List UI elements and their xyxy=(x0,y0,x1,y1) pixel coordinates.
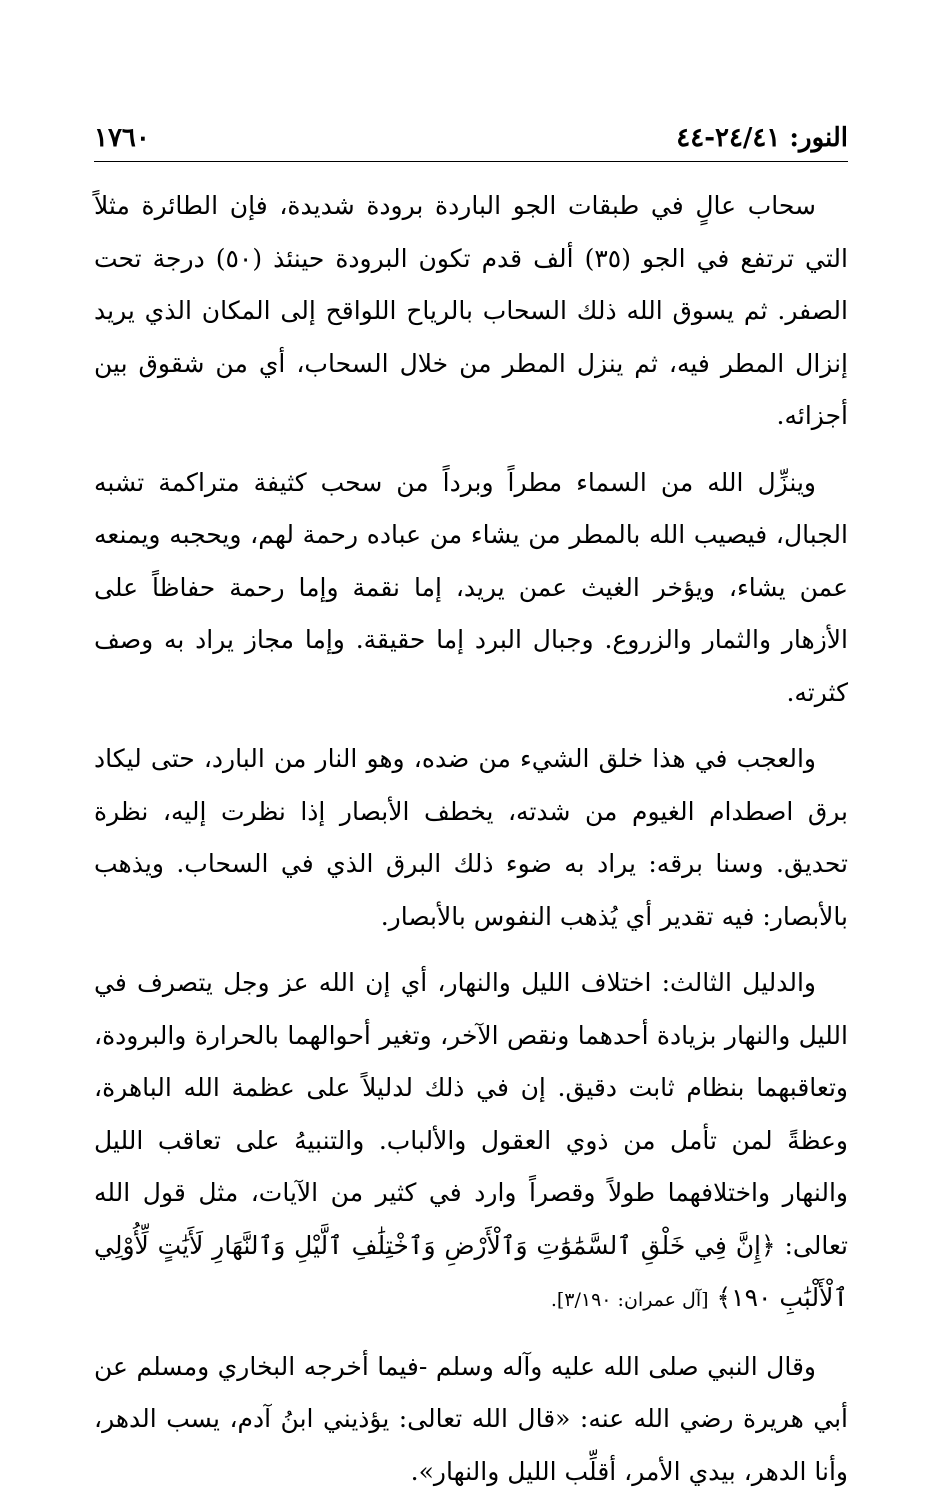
paragraph-text: وقال النبي صلى الله عليه وآله وسلم -فيما أخرجه البخاري ومسلم عن أبي هريرة رضي الله عنه: «قال الله تعالى: يؤذيني ابنُ آدم، يسب الدهر، وأنا الدهر، بيدي الأمر، أقلِّب الليل والنهار». xyxy=(94,1351,848,1486)
paragraph-3 xyxy=(94,733,848,943)
paragraph-1 xyxy=(94,180,848,443)
verse-reference: [آل عمران: ٣/١٩٠]. xyxy=(550,1289,709,1311)
paragraph-4 xyxy=(94,957,848,1327)
page-number: ١٧٦٠ xyxy=(94,123,150,153)
paragraph-text: سحاب عالٍ في طبقات الجو الباردة برودة شديدة، فإن الطائرة مثلاً التي ترتفع في الجو (٣٥) ألف قدم تكون البرودة حينئذ (٥٠) درجة تحت الصفر. ثم يسوق الله ذلك السحاب بالرياح اللواقح إلى المكان الذي يريد إنزال المطر فيه، ثم ينزل المطر من خلال السحاب، أي من شقوق بين أجزائه. xyxy=(94,191,848,430)
verse-close-bracket: ﴾ xyxy=(716,1283,732,1312)
page-body xyxy=(94,180,848,1512)
paragraph-5 xyxy=(94,1341,848,1499)
verse-open-bracket: ﴿ xyxy=(761,1230,776,1260)
page-header xyxy=(94,114,848,162)
paragraph-text: والعجب في هذا خلق الشيء من ضده، وهو النار من البارد، حتى ليكاد برق اصطدام الغيوم من شدته، يخطف الأبصار إذا نظرت إليه، نظرة تحديق. وسنا برقه: يراد به ضوء ذلك البرق الذي في السحاب. ويذهب بالأبصار: فيه تقدير أي يُذهب النفوس بالأبصار. xyxy=(94,744,848,931)
running-head: النور: ٢٤/٤١-٤٤ xyxy=(676,123,848,153)
paragraph-text: والدليل الثالث: اختلاف الليل والنهار، أي إن الله عز وجل يتصرف في الليل والنهار بزيادة أحدهما ونقص الآخر، وتغير أحوالهما بالحرارة والبرودة، وتعاقبهما بنظام ثابت دقيق. إن في ذلك لدليلاً على عظمة الله الباهرة، وعظةً لمن تأمل من ذوي العقول والألباب. والتنبيهُ على تعاقب الليل والنهار واختلافهما طولاً وقصراً وارد في كثير من الآيات، مثل قول الله تعالى: xyxy=(94,968,848,1260)
paragraph-2 xyxy=(94,457,848,720)
quran-verse: إِنَّ فِي خَلْقِ ٱلسَّمَٰوَٰتِ وَٱلْأَرْضِ وَٱخْتِلَٰفِ ٱلَّيْلِ وَٱلنَّهَارِ لَأَيَٰتٍ لِّأُوْلِي ٱلْأَلْبَٰبِ ١٩٠ xyxy=(94,1230,848,1312)
paragraph-text: وينزِّل الله من السماء مطراً وبرداً من سحب كثيفة متراكمة تشبه الجبال، فيصيب الله بالمطر من يشاء من عباده رحمة لهم، ويحجبه ويمنعه عمن يشاء، ويؤخر الغيث عمن يريد، إما نقمة وإما رحمة حفاظاً على الأزهار والثمار والزروع. وجبال البرد إما حقيقة. وإما مجاز يراد به وصف كثرته. xyxy=(94,467,848,707)
